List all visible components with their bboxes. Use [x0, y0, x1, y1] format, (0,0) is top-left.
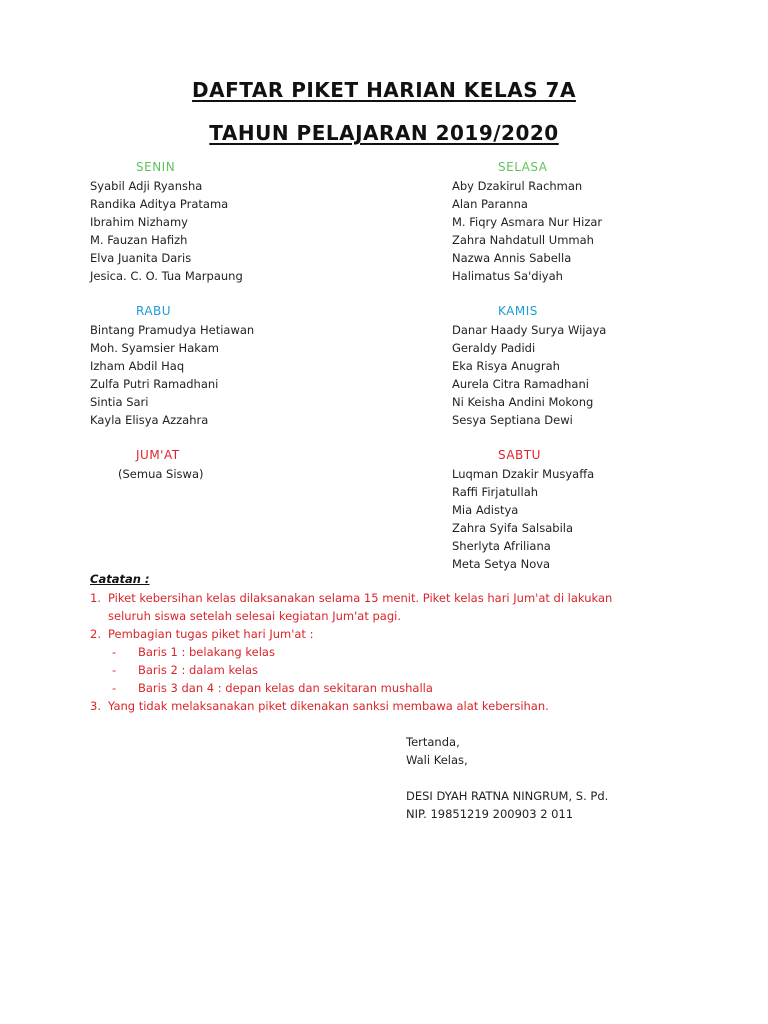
student-name: Zahra Syifa Salsabila [452, 521, 574, 535]
note-number-1: 1. [90, 591, 101, 605]
note-subitem-1 [90, 643, 690, 661]
day-heading-kamis: KAMIS [498, 304, 538, 318]
signature-role: Wali Kelas, [406, 753, 468, 767]
note-item-2 [90, 625, 690, 643]
signature-greeting: Tertanda, [406, 735, 460, 749]
note-number-2: 2. [90, 627, 101, 641]
student-name: Halimatus Sa'diyah [452, 269, 563, 283]
student-name: Meta Setya Nova [452, 557, 551, 571]
rabu-name-list [90, 321, 254, 429]
signature-name: DESI DYAH RATNA NINGRUM, S. Pd. [406, 789, 609, 803]
student-name: Moh. Syamsier Hakam [90, 341, 219, 355]
student-name: Geraldy Padidi [452, 341, 536, 355]
student-name: M. Fauzan Hafizh [90, 233, 188, 247]
signature-nip: NIP. 19851219 200903 2 011 [406, 807, 574, 821]
student-name: Mia Adistya [452, 503, 519, 517]
note-subitem-text-3: Baris 3 dan 4 : depan kelas dan sekitaran mushalla [138, 681, 433, 695]
student-name: M. Fiqry Asmara Nur Hizar [452, 215, 603, 229]
document-title: DAFTAR PIKET HARIAN KELAS 7A [192, 78, 576, 102]
student-name: Elva Juanita Daris [90, 251, 192, 265]
day-heading-senin: SENIN [136, 160, 176, 174]
student-name: (Semua Siswa) [118, 467, 204, 481]
note-subitem-3 [90, 679, 690, 697]
student-name: Danar Haady Surya Wijaya [452, 323, 607, 337]
student-name: Randika Aditya Pratama [90, 197, 229, 211]
note-item-1 [90, 589, 690, 607]
document-subtitle: TAHUN PELAJARAN 2019/2020 [209, 121, 559, 145]
student-name: Nazwa Annis Sabella [452, 251, 572, 265]
selasa-name-list [452, 177, 602, 285]
note-item-1-continued [90, 607, 690, 625]
student-name: Bintang Pramudya Hetiawan [90, 323, 255, 337]
student-name: Eka Risya Anugrah [452, 359, 560, 373]
bullet-dash: - [112, 663, 117, 677]
note-text-2: Pembagian tugas piket hari Jum'at : [108, 627, 314, 641]
student-name: Aurela Citra Ramadhani [452, 377, 589, 391]
student-name: Sherlyta Afriliana [452, 539, 551, 553]
jumat-name-list [118, 465, 203, 483]
note-item-3 [90, 697, 690, 715]
student-name: Izham Abdil Haq [90, 359, 185, 373]
student-name: Sintia Sari [90, 395, 149, 409]
student-name: Luqman Dzakir Musyaffa [452, 467, 595, 481]
day-heading-jumat: JUM'AT [136, 448, 180, 462]
student-name: Raffi Firjatullah [452, 485, 539, 499]
student-name: Jesica. C. O. Tua Marpaung [90, 269, 243, 283]
day-heading-selasa: SELASA [498, 160, 548, 174]
sabtu-name-list [452, 465, 594, 573]
student-name: Ibrahim Nizhamy [90, 215, 188, 229]
bullet-dash: - [112, 645, 117, 659]
note-number-3: 3. [90, 699, 101, 713]
note-subitem-text-1: Baris 1 : belakang kelas [138, 645, 275, 659]
kamis-name-list [452, 321, 606, 429]
note-text-3: Yang tidak melaksanakan piket dikenakan sanksi membawa alat kebersihan. [108, 699, 549, 713]
senin-name-list [90, 177, 243, 285]
notes-title: Catatan : [90, 572, 150, 586]
note-text-1-line2: seluruh siswa setelah selesai kegiatan Jum'at pagi. [108, 609, 401, 623]
note-subitem-2 [90, 661, 690, 679]
student-name: Sesya Septiana Dewi [452, 413, 573, 427]
student-name: Alan Paranna [452, 197, 528, 211]
student-name: Syabil Adji Ryansha [90, 179, 203, 193]
note-subitem-text-2: Baris 2 : dalam kelas [138, 663, 259, 677]
note-text-1: Piket kebersihan kelas dilaksanakan selama 15 menit. Piket kelas hari Jum'at di lakukan [108, 591, 613, 605]
student-name: Zahra Nahdatull Ummah [452, 233, 594, 247]
student-name: Aby Dzakirul Rachman [452, 179, 583, 193]
student-name: Zulfa Putri Ramadhani [90, 377, 219, 391]
bullet-dash: - [112, 681, 117, 695]
student-name: Ni Keisha Andini Mokong [452, 395, 594, 409]
day-heading-sabtu: SABTU [498, 448, 541, 462]
student-name: Kayla Elisya Azzahra [90, 413, 209, 427]
day-heading-rabu: RABU [136, 304, 172, 318]
notes-list [90, 589, 690, 715]
